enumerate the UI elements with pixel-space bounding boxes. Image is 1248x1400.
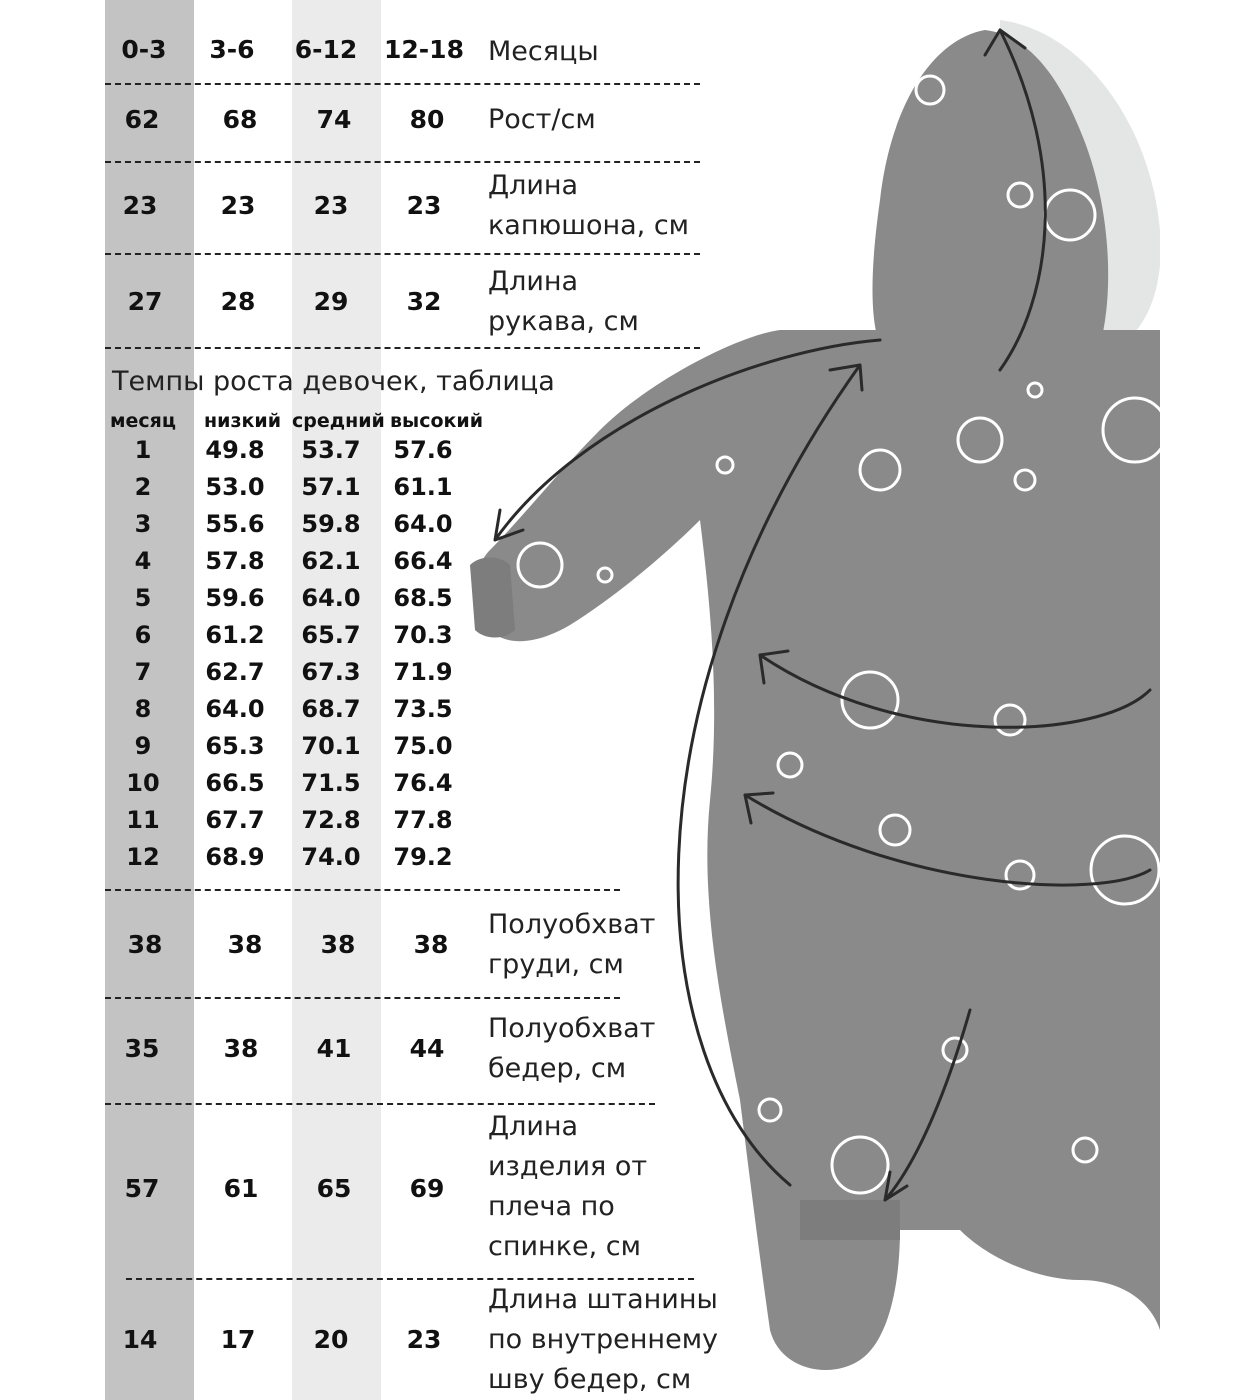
size-cell: 38 bbox=[413, 930, 449, 959]
size-cell: 38 bbox=[320, 930, 356, 959]
size-cell: 28 bbox=[220, 287, 256, 316]
growth-month-cell: 2 bbox=[134, 473, 152, 501]
growth-month-cell: 7 bbox=[134, 658, 152, 686]
growth-value-cell: 74.0 bbox=[301, 843, 361, 871]
growth-month-cell: 6 bbox=[134, 621, 152, 649]
growth-value-cell: 70.3 bbox=[393, 621, 453, 649]
growth-value-cell: 71.9 bbox=[393, 658, 453, 686]
growth-value-cell: 73.5 bbox=[393, 695, 453, 723]
growth-value-cell: 61.1 bbox=[393, 473, 453, 501]
growth-table-title: Темпы роста девочек, таблица bbox=[112, 366, 555, 397]
growth-month-cell: 10 bbox=[126, 769, 160, 797]
leg-cuff bbox=[800, 1200, 900, 1240]
growth-value-cell: 62.1 bbox=[301, 547, 361, 575]
growth-value-cell: 53.0 bbox=[205, 473, 265, 501]
size-cell: 80 bbox=[409, 105, 445, 134]
size-cell: 65 bbox=[316, 1174, 352, 1203]
size-cell: 20 bbox=[313, 1325, 349, 1354]
size-cell: 12-18 bbox=[384, 35, 464, 64]
size-cell: 35 bbox=[124, 1034, 160, 1063]
size-cell: 27 bbox=[127, 287, 163, 316]
growth-header-low: низкий bbox=[204, 410, 282, 432]
growth-header-mid: средний bbox=[292, 410, 385, 432]
growth-value-cell: 64.0 bbox=[301, 584, 361, 612]
growth-value-cell: 66.5 bbox=[205, 769, 265, 797]
size-cell: 57 bbox=[124, 1174, 160, 1203]
growth-value-cell: 76.4 bbox=[393, 769, 453, 797]
growth-value-cell: 61.2 bbox=[205, 621, 265, 649]
size-cell: 23 bbox=[406, 1325, 442, 1354]
size-cell: 29 bbox=[313, 287, 349, 316]
row-label-hips: Полуобхват бедер, см bbox=[488, 1013, 656, 1084]
size-cell: 74 bbox=[316, 105, 352, 134]
growth-month-cell: 3 bbox=[134, 510, 152, 538]
row-label-hood-length: Длина капюшона, см bbox=[488, 170, 690, 241]
growth-value-cell: 65.7 bbox=[301, 621, 361, 649]
size-cell: 62 bbox=[124, 105, 160, 134]
growth-month-cell: 9 bbox=[134, 732, 152, 760]
growth-value-cell: 57.8 bbox=[205, 547, 265, 575]
growth-value-cell: 55.6 bbox=[205, 510, 265, 538]
size-cell: 44 bbox=[409, 1034, 445, 1063]
growth-value-cell: 59.8 bbox=[301, 510, 361, 538]
growth-value-cell: 64.0 bbox=[205, 695, 265, 723]
size-cell: 41 bbox=[316, 1034, 352, 1063]
growth-value-cell: 65.3 bbox=[205, 732, 265, 760]
growth-value-cell: 66.4 bbox=[393, 547, 453, 575]
growth-value-cell: 64.0 bbox=[393, 510, 453, 538]
growth-month-cell: 1 bbox=[134, 436, 152, 464]
growth-value-cell: 77.8 bbox=[393, 806, 453, 834]
size-cell: 23 bbox=[122, 191, 158, 220]
snowsuit-illustration bbox=[460, 20, 1160, 1390]
row-label-months: Месяцы bbox=[488, 36, 599, 67]
row-label-chest: Полуобхват груди, см bbox=[488, 909, 656, 980]
growth-header-high: высокий bbox=[390, 410, 484, 432]
growth-value-cell: 71.5 bbox=[301, 769, 361, 797]
size-cell: 38 bbox=[223, 1034, 259, 1063]
row-label-sleeve-length: Длина рукава, см bbox=[488, 266, 639, 337]
size-cell: 0-3 bbox=[121, 35, 167, 64]
growth-value-cell: 57.6 bbox=[393, 436, 453, 464]
growth-value-cell: 62.7 bbox=[205, 658, 265, 686]
growth-value-cell: 75.0 bbox=[393, 732, 453, 760]
size-cell: 38 bbox=[127, 930, 163, 959]
size-cell: 32 bbox=[406, 287, 442, 316]
growth-value-cell: 68.5 bbox=[393, 584, 453, 612]
sleeve-cuff bbox=[470, 558, 515, 638]
growth-value-cell: 53.7 bbox=[301, 436, 361, 464]
growth-month-cell: 4 bbox=[134, 547, 152, 575]
growth-value-cell: 68.9 bbox=[205, 843, 265, 871]
size-cell: 23 bbox=[220, 191, 256, 220]
growth-month-cell: 8 bbox=[134, 695, 152, 723]
growth-value-cell: 67.3 bbox=[301, 658, 361, 686]
growth-month-cell: 11 bbox=[126, 806, 160, 834]
size-cell: 23 bbox=[406, 191, 442, 220]
growth-value-cell: 70.1 bbox=[301, 732, 361, 760]
growth-value-cell: 57.1 bbox=[301, 473, 361, 501]
growth-header-month: месяц bbox=[110, 410, 176, 432]
growth-value-cell: 67.7 bbox=[205, 806, 265, 834]
size-cell: 23 bbox=[313, 191, 349, 220]
size-cell: 6-12 bbox=[294, 35, 358, 64]
size-cell: 17 bbox=[220, 1325, 256, 1354]
size-cell: 68 bbox=[222, 105, 258, 134]
size-cell: 69 bbox=[409, 1174, 445, 1203]
size-cell: 61 bbox=[223, 1174, 259, 1203]
growth-month-cell: 12 bbox=[126, 843, 160, 871]
size-cell: 14 bbox=[122, 1325, 158, 1354]
growth-value-cell: 79.2 bbox=[393, 843, 453, 871]
row-label-inseam: Длина штанины по внутреннему шву бедер, см bbox=[488, 1284, 719, 1395]
growth-value-cell: 49.8 bbox=[205, 436, 265, 464]
row-label-back-length: Длина изделия от плеча по спинке, см bbox=[488, 1111, 648, 1262]
size-cell: 38 bbox=[227, 930, 263, 959]
growth-value-cell: 59.6 bbox=[205, 584, 265, 612]
row-label-height: Рост/см bbox=[488, 104, 596, 135]
growth-month-cell: 5 bbox=[134, 584, 152, 612]
size-cell: 3-6 bbox=[209, 35, 255, 64]
growth-value-cell: 68.7 bbox=[301, 695, 361, 723]
growth-value-cell: 72.8 bbox=[301, 806, 361, 834]
